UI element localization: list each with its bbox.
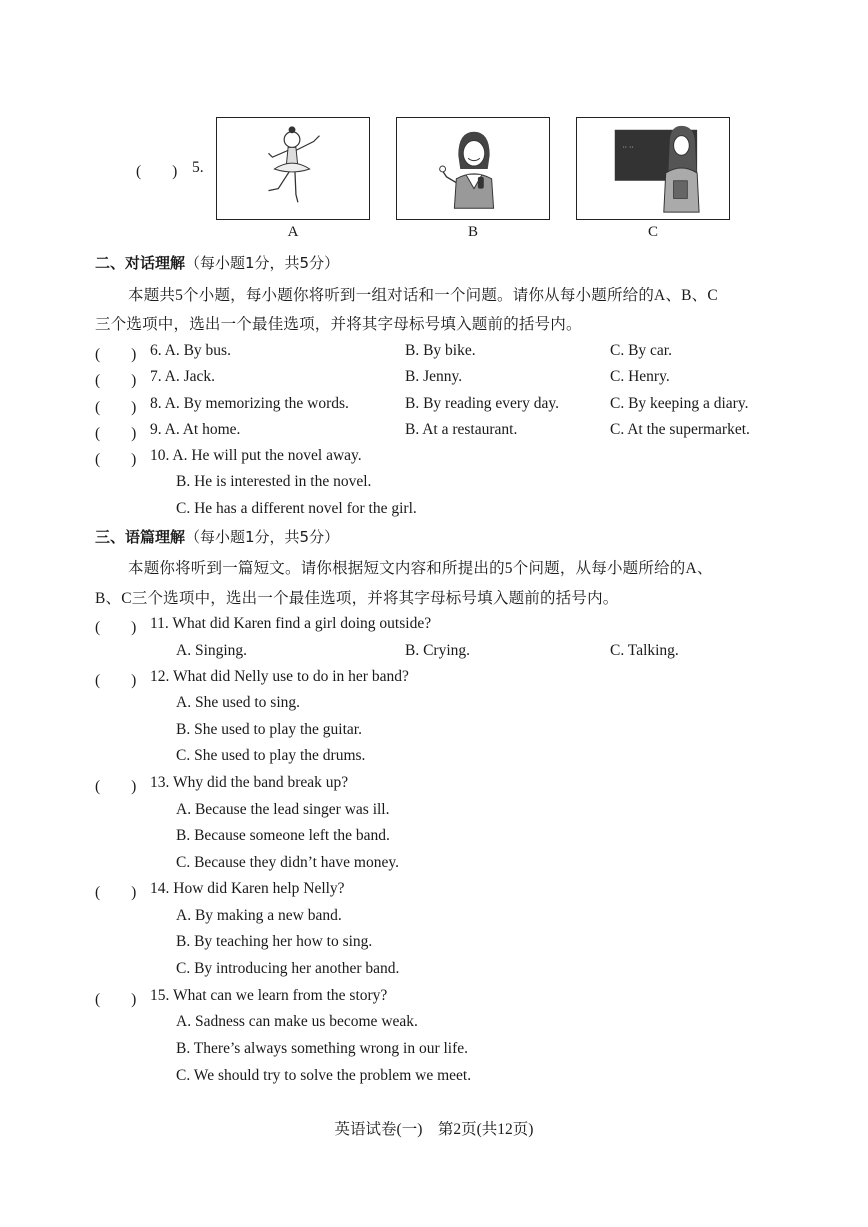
option-image-ballet-dancer[interactable] [216, 117, 370, 220]
answer-bracket[interactable]: ( ) [136, 163, 178, 180]
question-option-a: 8. A. By memorizing the words. [150, 395, 349, 412]
question-option-a: A. She used to sing. [176, 694, 300, 711]
option-image-teacher-at-blackboard[interactable] [576, 117, 730, 220]
answer-bracket[interactable]: ( ) [95, 346, 137, 363]
question-stem: 15. What can we learn from the story? [150, 987, 388, 1004]
question-stem: 11. What did Karen find a girl doing outside? [150, 615, 432, 632]
option-label-a: A [287, 224, 299, 240]
instructions-line-1: 本题共5个小题，每小题你将听到一组对话和一个问题。请你从每小题所给的A、B、C [128, 287, 718, 304]
instructions-line-2: 三个选项中，选出一个最佳选项，并将其字母标号填入题前的括号内。 [95, 316, 582, 333]
question-option-a: 6. A. By bus. [150, 342, 231, 359]
question-option-a: 9. A. At home. [150, 421, 241, 438]
answer-bracket[interactable]: ( ) [95, 884, 137, 901]
question-option-b: B. She used to play the guitar. [176, 721, 362, 738]
question-option-b: B. Jenny. [405, 368, 463, 385]
question-option-b: B. He is interested in the novel. [176, 473, 372, 490]
question-option-b: B. Because someone left the band. [176, 827, 390, 844]
question-option-c: C. By keeping a diary. [610, 395, 749, 412]
option-image-speaker-with-microphone[interactable] [396, 117, 550, 220]
answer-bracket[interactable]: ( ) [95, 372, 137, 389]
question-option-c: C. Because they didn’t have money. [176, 854, 399, 871]
question-option-b: B. Crying. [405, 642, 471, 659]
question-option-b: B. By reading every day. [405, 395, 559, 412]
answer-bracket[interactable]: ( ) [95, 672, 137, 689]
question-option-c: C. By car. [610, 342, 672, 359]
question-option-a: A. Because the lead singer was ill. [176, 801, 390, 818]
question-option-a: 10. A. He will put the novel away. [150, 447, 362, 464]
svg-text:·· ··: ·· ·· [622, 143, 634, 152]
question-option-a: A. Sadness can make us become weak. [176, 1013, 418, 1030]
option-label-c: C [647, 224, 658, 240]
question-option-c: C. She used to play the drums. [176, 747, 366, 764]
answer-bracket[interactable]: ( ) [95, 778, 137, 795]
question-option-c: C. Henry. [610, 368, 670, 385]
instructions-line-2: B、C三个选项中，选出一个最佳选项，并将其字母标号填入题前的括号内。 [95, 590, 619, 607]
question-stem: 14. How did Karen help Nelly? [150, 880, 345, 897]
section-scoring: （每小题1分，共5分） [185, 254, 340, 272]
ballet-dancer-illustration [217, 118, 369, 219]
teacher-illustration [577, 118, 729, 219]
section-title: 二、对话理解 [95, 254, 186, 272]
question-option-b: B. By teaching her how to sing. [176, 933, 373, 950]
question-option-a: A. By making a new band. [176, 907, 342, 924]
answer-bracket[interactable]: ( ) [95, 619, 137, 636]
section-title: 三、语篇理解 [95, 528, 186, 546]
section-scoring: （每小题1分，共5分） [185, 528, 340, 546]
answer-bracket[interactable]: ( ) [95, 399, 137, 416]
instructions-line-1: 本题你将听到一篇短文。请你根据短文内容和所提出的5个问题，从每小题所给的A、 [128, 560, 713, 577]
question-stem: 12. What did Nelly use to do in her band? [150, 668, 409, 685]
question-stem: 13. Why did the band break up? [150, 774, 349, 791]
section-heading [95, 252, 339, 273]
question-option-b: B. At a restaurant. [405, 421, 518, 438]
question-option-b: B. There’s always something wrong in our life. [176, 1040, 469, 1057]
question-option-c: C. At the supermarket. [610, 421, 750, 438]
question-number: 5. [192, 159, 204, 176]
question-option-a: A. Singing. [176, 642, 248, 659]
question-option-a: 7. A. Jack. [150, 368, 216, 385]
answer-bracket[interactable]: ( ) [95, 425, 137, 442]
question-option-c: C. He has a different novel for the girl. [176, 500, 417, 517]
question-option-b: B. By bike. [405, 342, 476, 359]
answer-bracket[interactable]: ( ) [95, 451, 137, 468]
answer-bracket[interactable]: ( ) [95, 991, 137, 1008]
question-option-c: C. By introducing her another band. [176, 960, 400, 977]
section-heading [95, 526, 339, 547]
speaker-illustration [397, 118, 549, 219]
page-footer: 英语试卷(一) 第2页(共12页) [334, 1121, 534, 1138]
question-option-c: C. Talking. [610, 642, 679, 659]
question-option-c: C. We should try to solve the problem we meet. [176, 1067, 472, 1084]
option-label-b: B [467, 224, 478, 240]
